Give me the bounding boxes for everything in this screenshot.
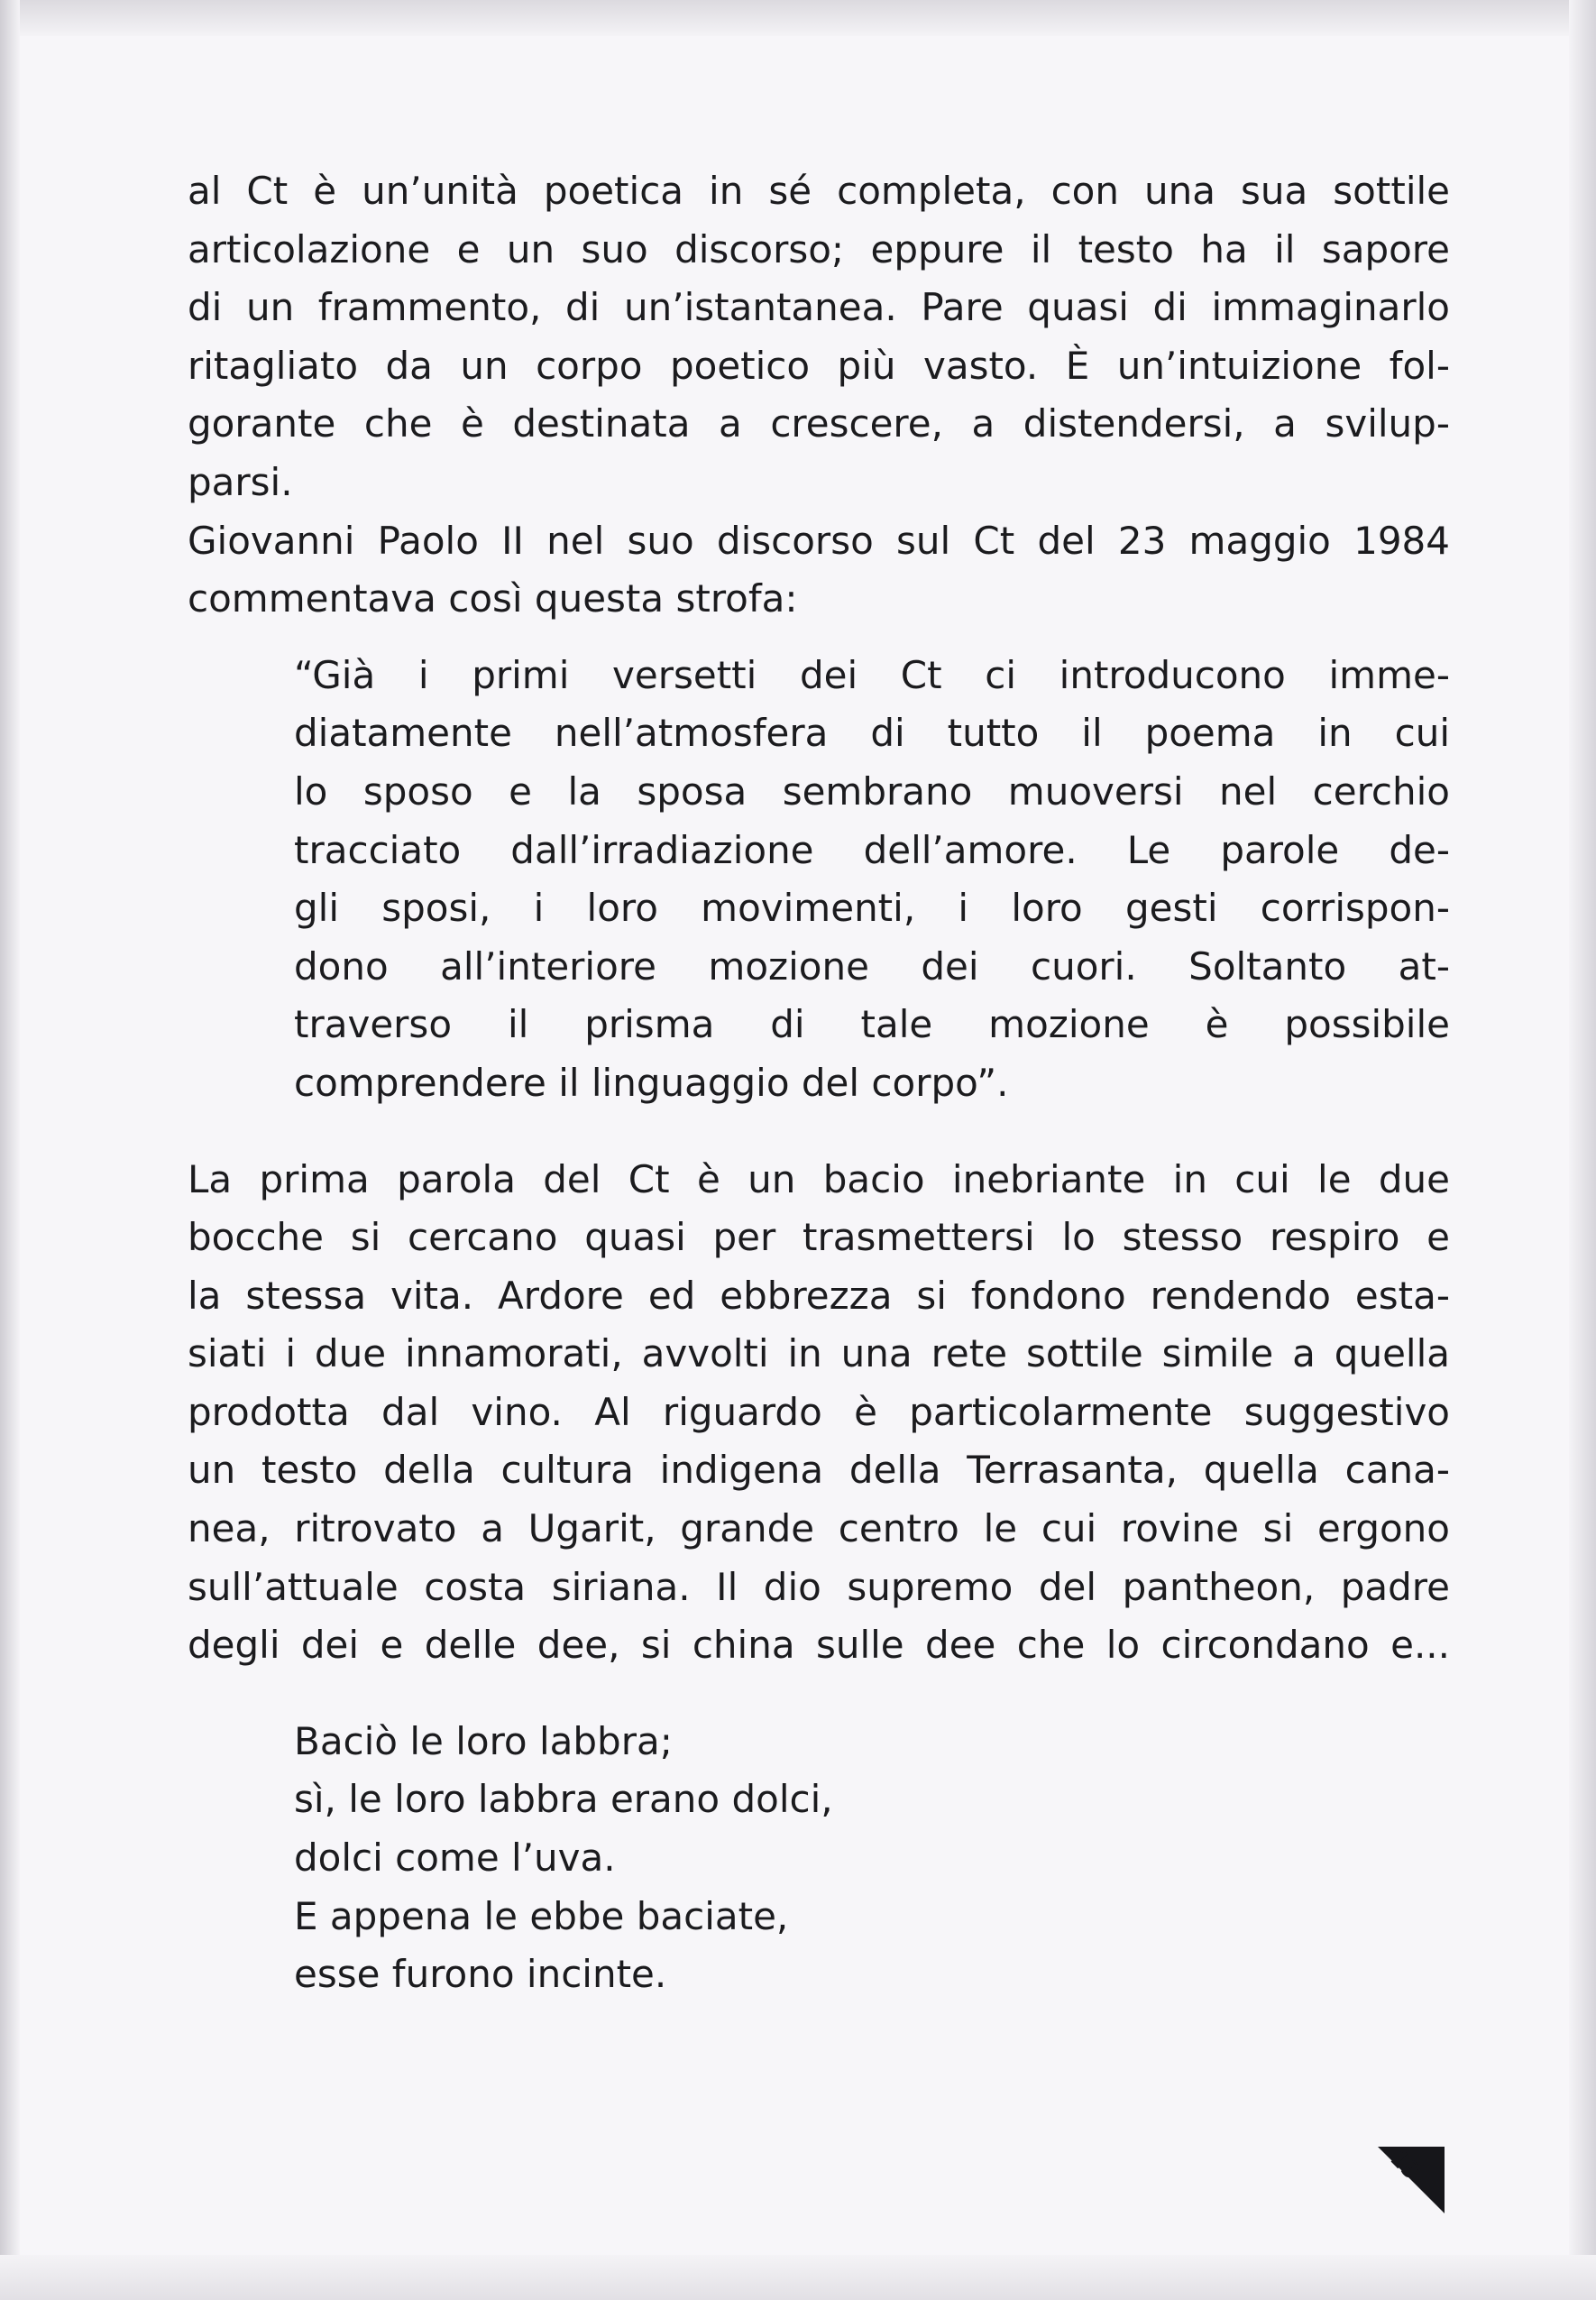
text-line: Giovanni Paolo II nel suo discorso sul Ct del 23 maggio 1984 — [188, 518, 1450, 563]
text-line: gorante che è destinata a crescere, a distendersi, a svilup- — [188, 401, 1450, 446]
paragraph-kiss — [188, 1151, 1450, 1675]
quote-line: tracciato dall’irradiazione dell’amore. Le parole de- — [294, 827, 1450, 872]
paragraph-john-paul — [188, 512, 1450, 629]
quote-line: traverso il prisma di tale mozione è possibile — [294, 1002, 1450, 1047]
text-line: ritagliato da un corpo poetico più vasto. È un’intuizione fol- — [188, 343, 1450, 388]
quote-line: “Già i primi versetti dei Ct ci introducono imme- — [294, 652, 1450, 697]
text-line: un testo della cultura indigena della Terrasanta, quella cana- — [188, 1448, 1450, 1493]
text-line: parsi. — [188, 459, 293, 504]
text-line: degli dei e delle dee, si china sulle dee che lo circondano e... — [188, 1623, 1450, 1668]
paragraph-intro — [188, 162, 1450, 512]
text-line: articolazione e un suo discorso; eppure il testo ha il sapore — [188, 226, 1450, 271]
block-quote — [294, 647, 1450, 1113]
text-line: bocche si cercano quasi per trasmettersi lo stesso respiro e — [188, 1215, 1450, 1260]
verse-quote — [294, 1713, 1450, 2004]
text-line: di un frammento, di un’istantanea. Pare quasi di immaginarlo — [188, 285, 1450, 330]
page-number: 13 — [1384, 2145, 1425, 2185]
text-line: La prima parola del Ct è un bacio inebriante in cui le due — [188, 1156, 1450, 1201]
quote-line: comprendere il linguaggio del corpo”. — [294, 1060, 1009, 1105]
text-line: al Ct è un’unità poetica in sé completa, con una sua sottile — [188, 169, 1450, 213]
text-column — [188, 162, 1450, 2004]
text-line: sull’attuale costa siriana. Il dio supremo del pantheon, padre — [188, 1564, 1450, 1609]
quote-line: diatamente nell’atmosfera di tutto il poema in cui — [294, 711, 1450, 756]
verse-line: dolci come l’uva. — [294, 1835, 616, 1881]
text-line: siati i due innamorati, avvolti in una rete sottile simile a quella — [188, 1331, 1450, 1376]
text-line: prodotta dal vino. Al riguardo è particolarmente suggestivo — [188, 1389, 1450, 1434]
verse-line: E appena le ebbe baciate, — [294, 1893, 789, 1938]
page-number-marker — [1371, 2139, 1452, 2221]
text-line: la stessa vita. Ardore ed ebbrezza si fondono rendendo esta- — [188, 1273, 1450, 1318]
text-line: commentava così questa strofa: — [188, 576, 798, 621]
verse-line: esse furono incinte. — [294, 1952, 667, 1997]
quote-line: gli sposi, i loro movimenti, i loro gesti corrispon- — [294, 886, 1450, 931]
quote-line: lo sposo e la sposa sembrano muoversi nel cerchio — [294, 768, 1450, 814]
quote-line: dono all’interiore mozione dei cuori. Soltanto at- — [294, 943, 1450, 989]
verse-line: Baciò le loro labbra; — [294, 1718, 673, 1763]
verse-line: sì, le loro labbra erano dolci, — [294, 1777, 833, 1822]
text-line: nea, ritrovato a Ugarit, grande centro le cui rovine si ergono — [188, 1506, 1450, 1551]
